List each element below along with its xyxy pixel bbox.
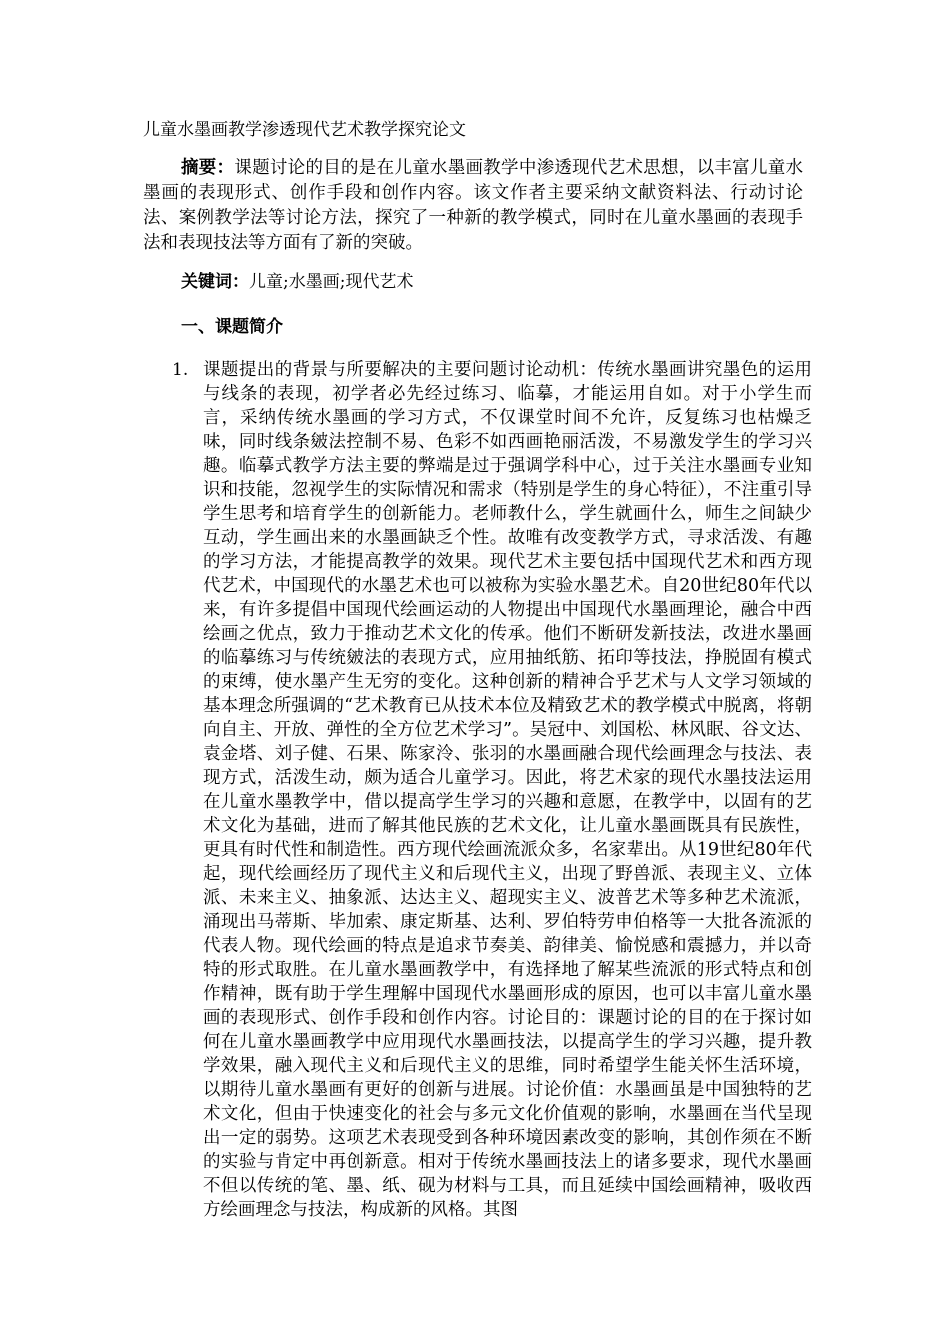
list-item-number: 1.: [172, 360, 189, 380]
list-item-text: 课题提出的背景与所要解决的主要问题讨论动机：传统水墨画讲究墨色的运用与线条的表现，初学者必先经过练习、临摹，才能运用自如。对于小学生而言，采纳传统水墨画的学习方式，不仅课堂时间不允许，反复练习也枯燥乏味，同时线条皴法控制不易、色彩不如西画艳丽活泼，不易激发学生的学习兴趣。临摹式教学方法主要的弊端是过于强调学科中心，过于关注水墨画专业知识和技能，忽视学生的实际情况和需求（特别是学生的身心特征），不注重引导学生思考和培育学生的创新能力。老师教什么，学生就画什么，师生之间缺少互动，学生画出来的水墨画缺乏个性。故唯有改变教学方式，寻求活泼、有趣的学习方法，才能提高教学的效果。现代艺术主要包括中国现代艺术和西方现代艺术，中国现代的水墨艺术也可以被称为实验水墨艺术。自20世纪80年代以来，有许多提倡中国现代绘画运动的人物提出中国现代水墨画理论，融合中西绘画之优点，致力于推动艺术文化的传承。他们不断研发新技法，改进水墨画的临摹练习与传统皴法的表现方式，应用抽纸筋、拓印等技法，挣脱固有模式的束缚，使水墨产生无穷的变化。这种创新的精神合乎艺术与人文学习领域的基本理念所强调的“艺术教育已从技术本位及精致艺术的教学模式中脱离，将朝向自主、开放、弹性的全方位艺术学习”。吴冠中、刘国松、林风眠、谷文达、袁金塔、刘子健、石果、陈家泠、张羽的水墨画融合现代绘画理念与技法、表现方式，活泼生动，颇为适合儿童学习。因此，将艺术家的现代水墨技法运用在儿童水墨教学中，借以提高学生学习的兴趣和意愿，在教学中，以固有的艺术文化为基础，进而了解其他民族的艺术文化，让儿童水墨画既具有民族性，更具有时代性和制造性。西方现代绘画流派众多，名家辈出。从19世纪80年代起，现代绘画经历了现代主义和后现代主义，出现了野兽派、表现主义、立体派、未来主义、抽象派、达达主义、超现实主义、波普艺术等多种艺术流派，涌现出马蒂斯、毕加索、康定斯基、达利、罗伯特劳申伯格等一大批各流派的代表人物。现代绘画的特点是追求节奏美、韵律美、愉悦感和震撼力，并以奇特的形式取胜。在儿童水墨画教学中，有选择地了解某些流派的形式特点和创作精神，既有助于学生理解中国现代水墨画形成的原因，也可以丰富儿童水墨画的表现形式、创作手段和创作内容。讨论目的：课题讨论的目的在于探讨如何在儿童水墨画教学中应用现代水墨画技法，以提高学生的学习兴趣，提升教学效果，融入现代主义和后现代主义的思维，同时希望学生能关怀生活环境，以期待儿童水墨画有更好的创新与进展。讨论价值：水墨画虽是中国独特的艺术文化，但由于快速变化的社会与多元文化价值观的影响，水墨画在当代呈现出一定的弱势。这项艺术表现受到各种环境因素改变的影响，其创作须在不断的实验与肯定中再创新意。相对于传统水墨画技法上的诸多要求，现代水墨画不但以传统的笔、墨、纸、砚为材料与工具，而且延续中国绘画精神，吸收西方绘画理念与技法，构成新的风格。其图: [203, 360, 812, 1220]
list-item: [172, 358, 812, 1222]
document-title: 儿童水墨画教学渗透现代艺术教学探究论文: [143, 120, 466, 140]
abstract-text: 课题讨论的目的是在儿童水墨画教学中渗透现代艺术思想，以丰富儿童水墨画的表现形式、创作手段和创作内容。该文作者主要采纳文献资料法、行动讨论法、案例教学法等讨论方法，探究了一种新的教学模式，同时在儿童水墨画的表现手法和表现技法等方面有了新的突破。: [143, 158, 804, 253]
numbered-list: [172, 358, 812, 1222]
keywords-label: 关键词：: [181, 272, 249, 292]
abstract-label: 摘要：: [181, 158, 235, 178]
abstract-paragraph: [143, 156, 803, 256]
keywords-line: [181, 270, 413, 294]
keywords-text: 儿童;水墨画;现代艺术: [249, 272, 414, 292]
section-heading: 一、课题简介: [181, 317, 283, 337]
